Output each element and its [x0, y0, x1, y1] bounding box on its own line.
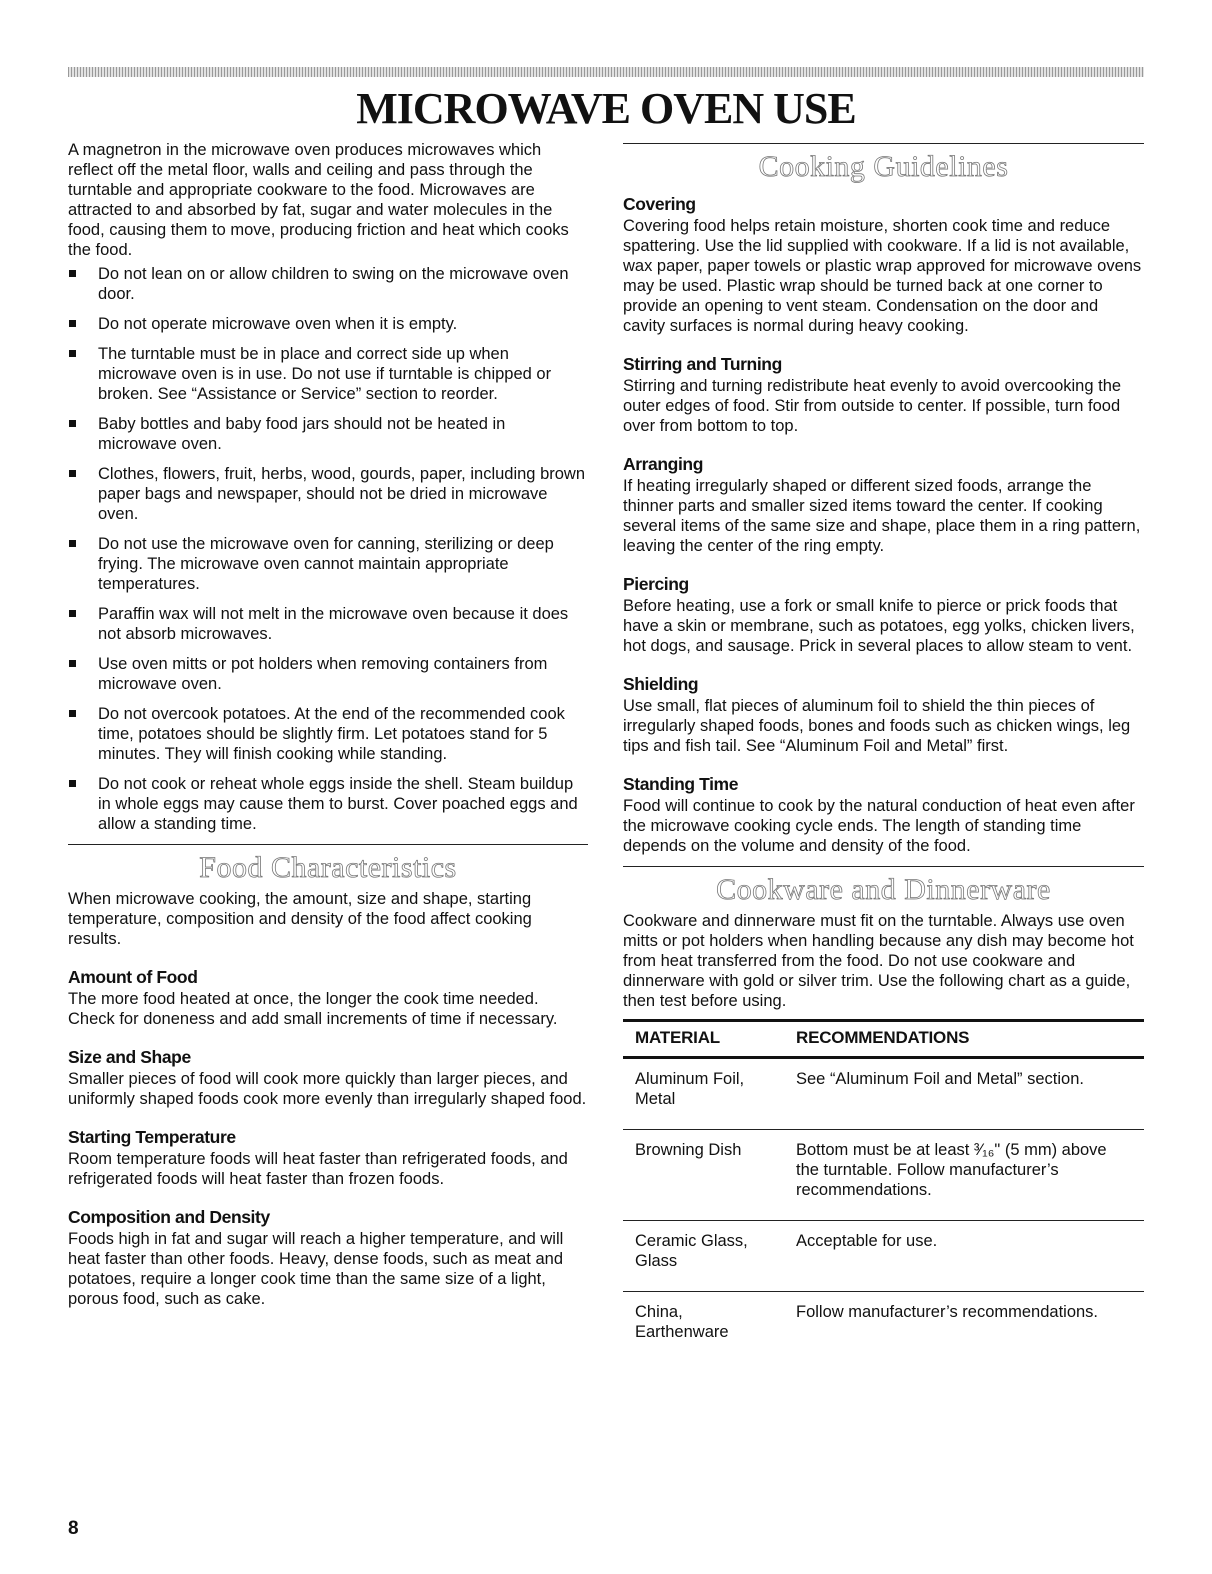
covering-heading: Covering [623, 194, 696, 214]
page-number: 8 [68, 1518, 79, 1539]
food-characteristics-intro: When microwave cooking, the amount, size and shape, starting temperature, composition and density of the food affect cooking results. [68, 890, 532, 948]
list-item: Do not operate microwave oven when it is empty. [68, 314, 588, 334]
table-row [623, 1058, 1144, 1130]
table-row [623, 1221, 1144, 1292]
bullet-square-icon [69, 470, 76, 477]
cookware-dinnerware-heading: Cookware and Dinnerware [716, 873, 1051, 906]
bullet-square-icon [69, 420, 76, 427]
bullet-square-icon [69, 270, 76, 277]
standing-time-text: Food will continue to cook by the natural conduction of heat even after the microwave cooking cycle ends. The length of standing time depends on the volume and density of the food. [623, 797, 1135, 855]
left-column [68, 140, 588, 1309]
list-item: Do not cook or reheat whole eggs inside the shell. Steam buildup in whole eggs may cause them to burst. Cover poached eggs and allow a standing time. [68, 774, 588, 834]
cookware-intro: Cookware and dinnerware must fit on the turntable. Always use oven mitts or pot holders when handling because any dish may become hot from heat transferred from the food. Do not use cookware and dinnerware with gold or silver trim. Use the following chart as a guide, then test before using. [623, 912, 1134, 1010]
starting-temperature-heading: Starting Temperature [68, 1127, 236, 1147]
stirring-turning-heading: Stirring and Turning [623, 354, 782, 374]
amount-of-food-text: The more food heated at once, the longer the cook time needed. Check for doneness and add small increments of time if necessary. [68, 990, 558, 1028]
recommendation-cell: Bottom must be at least ³⁄₁₆" (5 mm) above the turntable. Follow manufacturer’s recommendations. [784, 1130, 1144, 1221]
composition-density-heading: Composition and Density [68, 1207, 270, 1227]
recommendation-cell: Follow manufacturer’s recommendations. [796, 1303, 1099, 1321]
starting-temperature-text: Room temperature foods will heat faster than refrigerated foods, and refrigerated foods will heat faster than frozen foods. [68, 1150, 568, 1188]
section-divider [68, 844, 588, 845]
list-item: Do not lean on or allow children to swing on the microwave oven door. [68, 264, 588, 304]
composition-density-text: Foods high in fat and sugar will reach a higher temperature, and will heat faster than other foods. Heavy, dense foods, such as meat and potatoes, require a longer cook time than the same size of a light, porous food, such as cake. [68, 1230, 564, 1308]
stirring-turning-text: Stirring and turning redistribute heat evenly to avoid overcooking the outer edges of food. Stir from outside to center. If possible, turn food over from bottom to top. [623, 377, 1122, 435]
list-item: Do not use the microwave oven for canning, sterilizing or deep frying. The microwave oven cannot maintain appropriate temperatures. [68, 534, 588, 594]
recommendation-cell: Acceptable for use. [784, 1221, 1144, 1292]
list-item: Paraffin wax will not melt in the microwave oven because it does not absorb microwaves. [68, 604, 588, 644]
size-and-shape-text: Smaller pieces of food will cook more quickly than larger pieces, and uniformly shaped foods cook more evenly than irregularly shaped food. [68, 1070, 587, 1108]
right-column [623, 140, 1144, 1362]
bullet-square-icon [69, 780, 76, 787]
material-cell: Aluminum Foil, Metal [623, 1058, 784, 1130]
arranging-heading: Arranging [623, 454, 704, 474]
bullet-square-icon [69, 610, 76, 617]
list-item: The turntable must be in place and correct side up when microwave oven is in use. Do not use if turntable is chipped or broken. See “Assistance or Service” section to reorder. [68, 344, 588, 404]
list-item: Do not overcook potatoes. At the end of the recommended cook time, potatoes should be slightly firm. Let potatoes stand for 5 minutes. They will finish cooking while standing. [68, 704, 588, 764]
header-dotted-bar [68, 67, 1144, 77]
recommendations-column-header: RECOMMENDATIONS [784, 1021, 1144, 1058]
table-row [623, 1130, 1144, 1221]
bullet-square-icon [69, 710, 76, 717]
shielding-heading: Shielding [623, 674, 699, 694]
food-characteristics-heading: Food Characteristics [199, 851, 457, 884]
cookware-table [623, 1019, 1144, 1362]
material-cell: Browning Dish [623, 1130, 784, 1221]
list-item: Use oven mitts or pot holders when removing containers from microwave oven. [68, 654, 588, 694]
cooking-guidelines-heading: Cooking Guidelines [758, 150, 1009, 183]
recommendation-cell: See “Aluminum Foil and Metal” section. [784, 1058, 1144, 1130]
list-item: Clothes, flowers, fruit, herbs, wood, gourds, paper, including brown paper bags and newspaper, should not be dried in microwave oven. [68, 464, 588, 524]
piercing-text: Before heating, use a fork or small knife to pierce or prick foods that have a skin or membrane, such as potatoes, egg yolks, chicken livers, hot dogs, and sausage. Prick in several places to allow steam to vent. [623, 597, 1135, 655]
bullet-square-icon [69, 350, 76, 357]
size-and-shape-heading: Size and Shape [68, 1047, 191, 1067]
material-cell: Ceramic Glass, Glass [623, 1221, 784, 1292]
bullet-square-icon [69, 320, 76, 327]
shielding-text: Use small, flat pieces of aluminum foil to shield the thin pieces of irregularly shaped foods, bones and foods such as chicken wings, leg tips and fish tail. See “Aluminum Foil and Metal” first. [623, 697, 1131, 755]
standing-time-heading: Standing Time [623, 774, 739, 794]
table-row [623, 1292, 1144, 1363]
intro-paragraph: A magnetron in the microwave oven produces microwaves which reflect off the metal floor, walls and ceiling and pass through the turntable and appropriate cookware to the food. Microwaves are attracted to and absorbed by fat, sugar and water molecules in the food, causing them to move, producing friction and heat which cooks the food. [68, 141, 569, 259]
safety-bullet-list [68, 264, 588, 834]
section-divider [623, 866, 1144, 867]
bullet-square-icon [69, 660, 76, 667]
amount-of-food-heading: Amount of Food [68, 967, 198, 987]
page-title: MICROWAVE OVEN USE [356, 84, 856, 133]
covering-text: Covering food helps retain moisture, shorten cook time and reduce spattering. Use the lid supplied with cookware. If a lid is not available, wax paper, paper towels or plastic wrap approved for microwave ovens may be used. Plastic wrap should be turned back at one corner to provide an opening to vent steam. Condensation on the door and cavity surfaces is normal during heavy cooking. [623, 217, 1142, 335]
piercing-heading: Piercing [623, 574, 689, 594]
bullet-square-icon [69, 540, 76, 547]
table-header-row [623, 1021, 1144, 1058]
arranging-text: If heating irregularly shaped or different sized foods, arrange the thinner parts and smaller sized items toward the center. If cooking several items of the same size and shape, place them in a ring pattern, leaving the center of the ring empty. [623, 477, 1141, 555]
list-item: Baby bottles and baby food jars should not be heated in microwave oven. [68, 414, 588, 454]
material-cell: China, Earthenware [635, 1303, 729, 1341]
material-column-header: MATERIAL [623, 1021, 784, 1058]
section-divider [623, 143, 1144, 144]
